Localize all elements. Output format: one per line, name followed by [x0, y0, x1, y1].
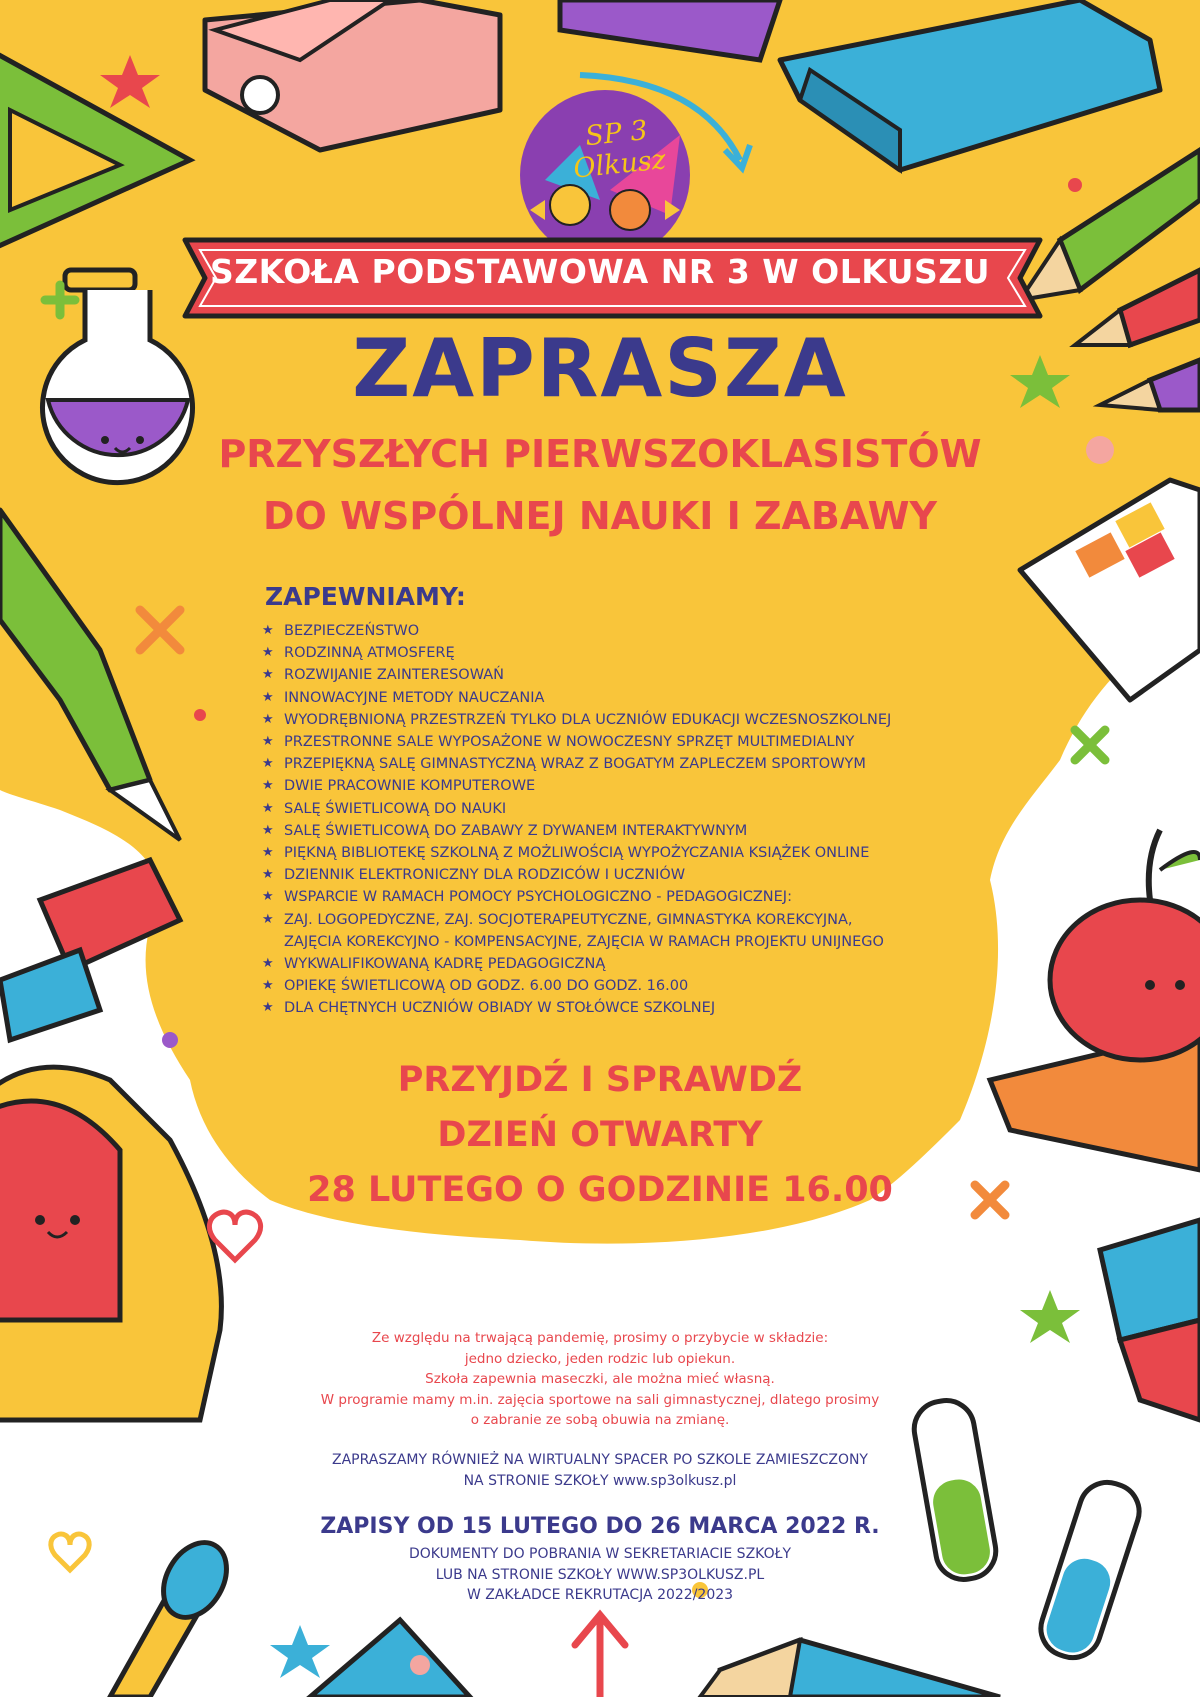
list-item: ★ WSPARCIE W RAMACH POMOCY PSYCHOLOGICZNO - PEDAGOGICZNEJ: [262, 886, 982, 908]
headline: ZAPRASZA [352, 322, 848, 415]
list-item: ★ PRZESTRONNE SALE WYPOSAŻONE W NOWOCZESNY SPRZĘT MULTIMEDIALNY [262, 731, 982, 753]
list-item: ★ OPIEKĘ ŚWIETLICOWĄ OD GODZ. 6.00 DO GODZ. 16.00 [262, 975, 982, 997]
star-bullet-icon: ★ [262, 822, 274, 838]
blue-eraser-icon [1100, 1220, 1200, 1420]
banner-title: SZKOŁA PODSTAWOWA NR 3 W OLKUSZU [209, 252, 991, 291]
website-link[interactable]: LUB NA STRONIE SZKOŁY WWW.SP3OLKUSZ.PL [435, 1566, 765, 1583]
star-bullet-icon: ★ [262, 689, 274, 705]
features-list [262, 620, 982, 1020]
list-item: ★ ROZWIJANIE ZAINTERESOWAŃ [262, 664, 982, 686]
star-bullet-icon: ★ [262, 623, 274, 638]
star-bullet-icon: ★ [262, 778, 274, 794]
list-item: ★ BEZPIECZEŃSTWO [262, 620, 982, 642]
star-bullet-icon: ★ [262, 956, 274, 972]
website-link[interactable]: NA STRONIE SZKOŁY www.sp3olkusz.pl [463, 1473, 737, 1489]
list-item: ★ WYODRĘBNIONĄ PRZESTRZEŃ TYLKO DLA UCZNIÓW EDUKACJI WCZESNOSZKOLNEJ [262, 709, 982, 731]
list-item: ★ INNOWACYJNE METODY NAUCZANIA [262, 687, 982, 709]
star-bullet-icon: ★ [262, 734, 274, 750]
open-day-date: 28 LUTEGO O GODZINIE 16.00 [307, 1170, 893, 1210]
star-bullet-icon: ★ [262, 1000, 274, 1016]
list-item: ★ PRZEPIĘKNĄ SALĘ GIMNASTYCZNĄ WRAZ Z BOGATYM ZAPLECZEM SPORTOWYM [262, 753, 982, 775]
subheadline-line1: PRZYSZŁYCH PIERWSZOKLASISTÓW [218, 432, 982, 476]
star-bullet-icon: ★ [262, 911, 274, 927]
list-item: ★ DLA CHĘTNYCH UCZNIÓW OBIADY W STOŁÓWCE SZKOLNEJ [262, 997, 982, 1019]
list-item: ★ SALĘ ŚWIETLICOWĄ DO ZABAWY Z DYWANEM INTERAKTYWNYM [262, 820, 982, 842]
cta-line1: PRZYJDŹ I SPRAWDŹ [397, 1060, 803, 1100]
star-bullet-icon: ★ [262, 889, 274, 905]
star-bullet-icon: ★ [262, 800, 274, 816]
star-bullet-icon: ★ [262, 845, 274, 861]
cta-line2: DZIEŃ OTWARTY [437, 1115, 763, 1155]
bottom-arrow-icon [575, 1615, 625, 1697]
star-bullet-icon: ★ [262, 645, 274, 661]
list-item: ★ ZAJ. LOGOPEDYCZNE, ZAJ. SOCJOTERAPEUTYCZNE, GIMNASTYKA KOREKCYJNA, [262, 909, 982, 931]
star-bullet-icon: ★ [262, 711, 274, 727]
school-logo-text: SP 3 Olkusz [571, 114, 668, 185]
star-bullet-icon: ★ [262, 667, 274, 683]
pandemic-notice: Ze względu na trwającą pandemię, prosimy o przybycie w składzie: jedno dziecko, jeden rodzic lub opiekun. Szkoła zapewnia maseczki, ale można mieć własną. W programie mamy m.in. zajęcia sportowe na sali gimnastycznej, dlatego prosimy o zabranie ze sobą obuwia na zmianę. [320, 1330, 880, 1428]
star-bullet-icon: ★ [262, 867, 274, 883]
enrollment-info: DOKUMENTY DO POBRANIA W SEKRETARIACIE SZKOŁY LUB NA STRONIE SZKOŁY WWW.SP3OLKUSZ.PL W ZAKŁADCE REKRUTACJA 2022/2023 [300, 1544, 900, 1606]
list-item: ★ PIĘKNĄ BIBLIOTEKĘ SZKOLNĄ Z MOŻLIWOŚCIĄ WYPOŻYCZANIA KSIĄŻEK ONLINE [262, 842, 982, 864]
enrollment-title: ZAPISY OD 15 LUTEGO DO 26 MARCA 2022 R. [320, 1514, 880, 1539]
list-item: ★ DZIENNIK ELEKTRONICZNY DLA RODZICÓW I UCZNIÓW [262, 864, 982, 886]
paintbrush-icon [110, 1531, 239, 1697]
star-bullet-icon: ★ [262, 756, 274, 772]
virtual-tour-info: ZAPRASZAMY RÓWNIEŻ NA WIRTUALNY SPACER PO SZKOLE ZAMIESZCZONY NA STRONIE SZKOŁY www.sp3olkusz.pl [260, 1450, 940, 1492]
list-item: ★ SALĘ ŚWIETLICOWĄ DO NAUKI [262, 798, 982, 820]
subheadline-line2: DO WSPÓLNEJ NAUKI I ZABAWY [263, 494, 937, 538]
list-item: ★ WYKWALIFIKOWANĄ KADRĘ PEDAGOGICZNĄ [262, 953, 982, 975]
list-item: ★ RODZINNĄ ATMOSFERĘ [262, 642, 982, 664]
list-item-continuation: ZAJĘCIA KOREKCYJNO - KOMPENSACYJNE, ZAJĘCIA W RAMACH PROJEKTU UNIJNEGO [284, 933, 884, 950]
features-title: ZAPEWNIAMY: [265, 582, 466, 611]
star-bullet-icon: ★ [262, 978, 274, 994]
list-item: ★ DWIE PRACOWNIE KOMPUTEROWE [262, 775, 982, 797]
